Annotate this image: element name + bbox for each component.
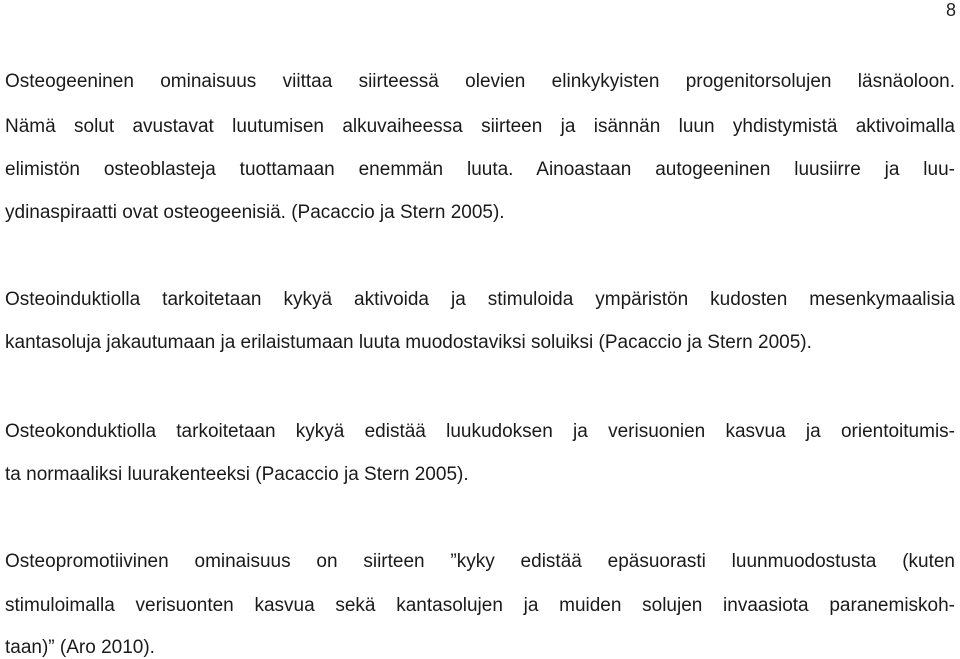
page-number: 8 bbox=[945, 0, 956, 20]
text-line: Nämä solut avustavat luutumisen alkuvaiheessa siirteen ja isännän luun yhdistymistä aktivoimalla bbox=[5, 116, 955, 137]
text-line: ydinaspiraatti ovat osteogeenisiä. (Pacaccio ja Stern 2005). bbox=[5, 202, 505, 223]
text-line: Osteopromotiivinen ominaisuus on siirteen ”kyky edistää epäsuorasti luunmuodostusta (kuten bbox=[5, 551, 955, 572]
text-line: Osteoinduktiolla tarkoitetaan kykyä aktivoida ja stimuloida ympäristön kudosten mesenkymaalisia bbox=[5, 289, 955, 310]
text-line: taan)” (Aro 2010). bbox=[5, 637, 155, 658]
text-line: Osteogeeninen ominaisuus viittaa siirteessä olevien elinkykyisten progenitorsolujen läsnäoloon. bbox=[5, 71, 955, 92]
text-line: kantasoluja jakautumaan ja erilaistumaan luuta muodostaviksi soluiksi (Pacaccio ja Stern 2005). bbox=[5, 332, 812, 353]
text-line: Osteokonduktiolla tarkoitetaan kykyä edistää luukudoksen ja verisuonien kasvua ja orientoitumis- bbox=[5, 421, 955, 442]
text-line: stimuloimalla verisuonten kasvua sekä kantasolujen ja muiden solujen invaasiota paranemiskoh- bbox=[5, 595, 955, 616]
text-line: ta normaaliksi luurakenteeksi (Pacaccio ja Stern 2005). bbox=[5, 464, 469, 485]
text-line: elimistön osteoblasteja tuottamaan enemmän luuta. Ainoastaan autogeeninen luusiirre ja luu- bbox=[5, 159, 955, 180]
